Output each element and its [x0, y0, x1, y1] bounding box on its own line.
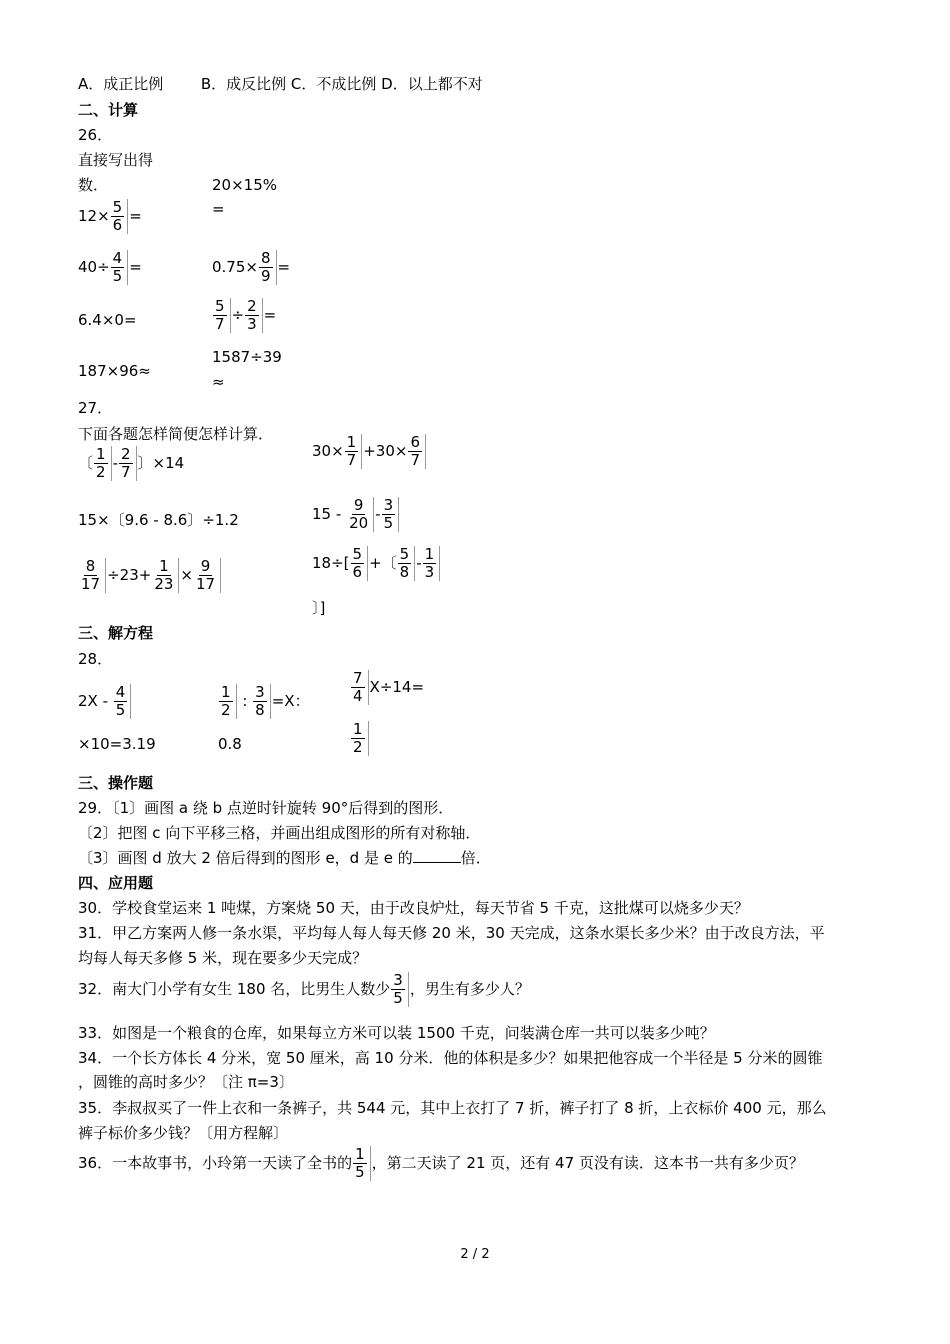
q27-expr-a: 〔 $\frac{1}{2}$ - $\frac{2}{7}$ 〕×14	[78, 445, 185, 481]
q26-expr-5: 6.4×0=	[78, 311, 137, 329]
q28-expr-c: $\frac{7}{4}$ X÷14=	[353, 669, 425, 705]
fraction: $\frac{9}{20}$	[347, 497, 374, 532]
section-application-heading: 四、应用题	[78, 874, 154, 892]
section-operation-heading: 三、操作题	[78, 774, 154, 792]
q32: 32．南大门小学有女生 180 名，比男生人数少 $\frac{3}{5}$ ，男生有多少人？	[78, 971, 530, 1007]
q27-expr-f-close: 〕]	[312, 599, 326, 617]
q36: 36．一本故事书，小玲第一天读了全书的 $\frac{1}{5}$ ，第二天读了 21 页，还有 47 页没有读．这本书一共有多少页？	[78, 1145, 804, 1181]
q27-expr-f: 18÷[ $\frac{5}{6}$ +〔 $\frac{5}{8}$ - $\frac{1}{3}$	[312, 546, 441, 581]
fraction: $\frac{4}{5}$	[114, 684, 132, 719]
q27-expr-b: 30× $\frac{1}{7}$ +30× $\frac{6}{7}$	[312, 434, 427, 469]
fraction: $\frac{8}{9}$	[259, 250, 277, 285]
q27-instruction: 下面各题怎样简便怎样计算．	[78, 425, 274, 443]
fraction: $\frac{3}{5}$	[382, 497, 400, 532]
fraction: $\frac{1}{2}$	[94, 446, 112, 481]
q26-expr-2-line1: 20×15%	[212, 176, 277, 194]
q26-expr-2-line2: =	[212, 200, 225, 218]
q28-expr-c-line2	[350, 721, 370, 756]
fraction: $\frac{3}{8}$	[253, 684, 271, 719]
section-calc-heading: 二、计算	[78, 101, 139, 119]
q29-line-3: 〔3〕画图 d 放大 2 倍后得到的图形 e，d 是 e 的 倍．	[78, 849, 491, 867]
fraction: $\frac{5}{6}$	[351, 546, 369, 581]
option-c: C．不成比例	[290, 75, 377, 93]
q28-number: 28．	[78, 650, 113, 668]
fraction: $\frac{9}{17}$	[194, 558, 221, 593]
q25-options	[78, 74, 483, 94]
q29-line-1: 29．〔1〕画图 a 绕 b 点逆时针旋转 90°后得到的图形．	[78, 799, 454, 817]
fraction: $\frac{3}{5}$	[391, 972, 409, 1007]
q26-expr-1: 12× $\frac{5}{6}$ =	[78, 198, 142, 234]
q33: 33．如图是一个粮食的仓库，如果每立方米可以装 1500 千克，问装满仓库一共可以装多少吨？	[78, 1024, 715, 1042]
q26-expr-3: 40÷ $\frac{4}{5}$ =	[78, 249, 142, 285]
q27-number: 27．	[78, 399, 113, 417]
answer-blank	[413, 848, 461, 863]
section-equation-heading: 三、解方程	[78, 624, 154, 642]
q26-instruction-1: 直接写出得	[78, 151, 154, 169]
q27-expr-e: $\frac{8}{17}$ ÷23+ $\frac{1}{23}$ × $\frac{9}{17}$	[78, 558, 222, 593]
page-number: 2 / 2	[460, 1247, 490, 1262]
option-b: B．成反比例	[200, 75, 287, 93]
fraction: $\frac{7}{4}$	[351, 670, 369, 705]
q31-line-1: 31．甲乙方案两人修一条水渠，平均每人每人每天修 20 米，30 天完成，这条水渠长多少米？由于改良方法，平	[78, 924, 825, 942]
q30: 30．学校食堂运来 1 吨煤，方案烧 50 天，由于改良炉灶，每天节省 5 千克，这批煤可以烧多少天？	[78, 899, 749, 917]
fraction: $\frac{5}{7}$	[213, 298, 231, 333]
q26-expr-8-line1: 1587÷39	[212, 348, 282, 366]
q28-expr-a: 2X - $\frac{4}{5}$	[78, 684, 132, 719]
q31-line-2: 均每人每天多修 5 米，现在要多少天完成？	[78, 949, 368, 967]
fraction: $\frac{1}{7}$	[345, 434, 363, 469]
q28-expr-b-line2: 0.8	[218, 735, 242, 753]
q27-expr-d: 15 - $\frac{9}{20}$ - $\frac{3}{5}$	[312, 497, 400, 532]
q34-line-2: ，圆锥的高时多少？〔注 π=3〕	[78, 1073, 294, 1091]
fraction: $\frac{4}{5}$	[111, 250, 129, 285]
option-a: A．成正比例	[78, 75, 164, 93]
q26-number: 26．	[78, 126, 113, 144]
fraction: $\frac{1}{2}$	[219, 684, 237, 719]
q26-expr-6: $\frac{5}{7}$ ÷ $\frac{2}{3}$ =	[215, 297, 277, 333]
q26-expr-8-line2: ≈	[212, 373, 225, 391]
q28-expr-a-line2: ×10=3.19	[78, 735, 156, 753]
option-d: D．以上都不对	[381, 75, 483, 93]
q27-expr-c: 15×〔9.6 - 8.6〕÷1.2	[78, 511, 239, 529]
q26-expr-7: 187×96≈	[78, 362, 151, 380]
q28-expr-b: $\frac{1}{2}$ : $\frac{3}{8}$ =X：	[221, 683, 310, 719]
q26-instruction-2: 数．	[78, 176, 109, 194]
fraction: $\frac{1}{5}$	[353, 1146, 371, 1181]
fraction: $\frac{1}{2}$	[351, 721, 369, 756]
fraction: $\frac{1}{23}$	[152, 558, 179, 593]
q29-line-2: 〔2〕把图 c 向下平移三格，并画出组成图形的所有对称轴．	[78, 824, 481, 842]
q34-line-1: 34．一个长方体长 4 分米，宽 50 厘米，高 10 分米．他的体积是多少？如果把他容成一个半径是 5 分米的圆锥	[78, 1049, 823, 1067]
fraction: $\frac{1}{3}$	[423, 546, 441, 581]
q26-expr-4: 0.75× $\frac{8}{9}$ =	[212, 249, 291, 285]
fraction: $\frac{2}{3}$	[245, 298, 263, 333]
fraction: $\frac{2}{7}$	[119, 446, 137, 481]
fraction: $\frac{6}{7}$	[408, 434, 426, 469]
q35-line-1: 35．李叔叔买了一件上衣和一条裤子，共 544 元，其中上衣打了 7 折，裤子打了 8 折，上衣标价 400 元，那么	[78, 1099, 827, 1117]
q35-line-2: 裤子标价多少钱？〔用方程解〕	[78, 1124, 289, 1142]
fraction: $\frac{5}{6}$	[111, 199, 129, 234]
fraction: $\frac{5}{8}$	[398, 546, 416, 581]
fraction: $\frac{8}{17}$	[79, 558, 106, 593]
